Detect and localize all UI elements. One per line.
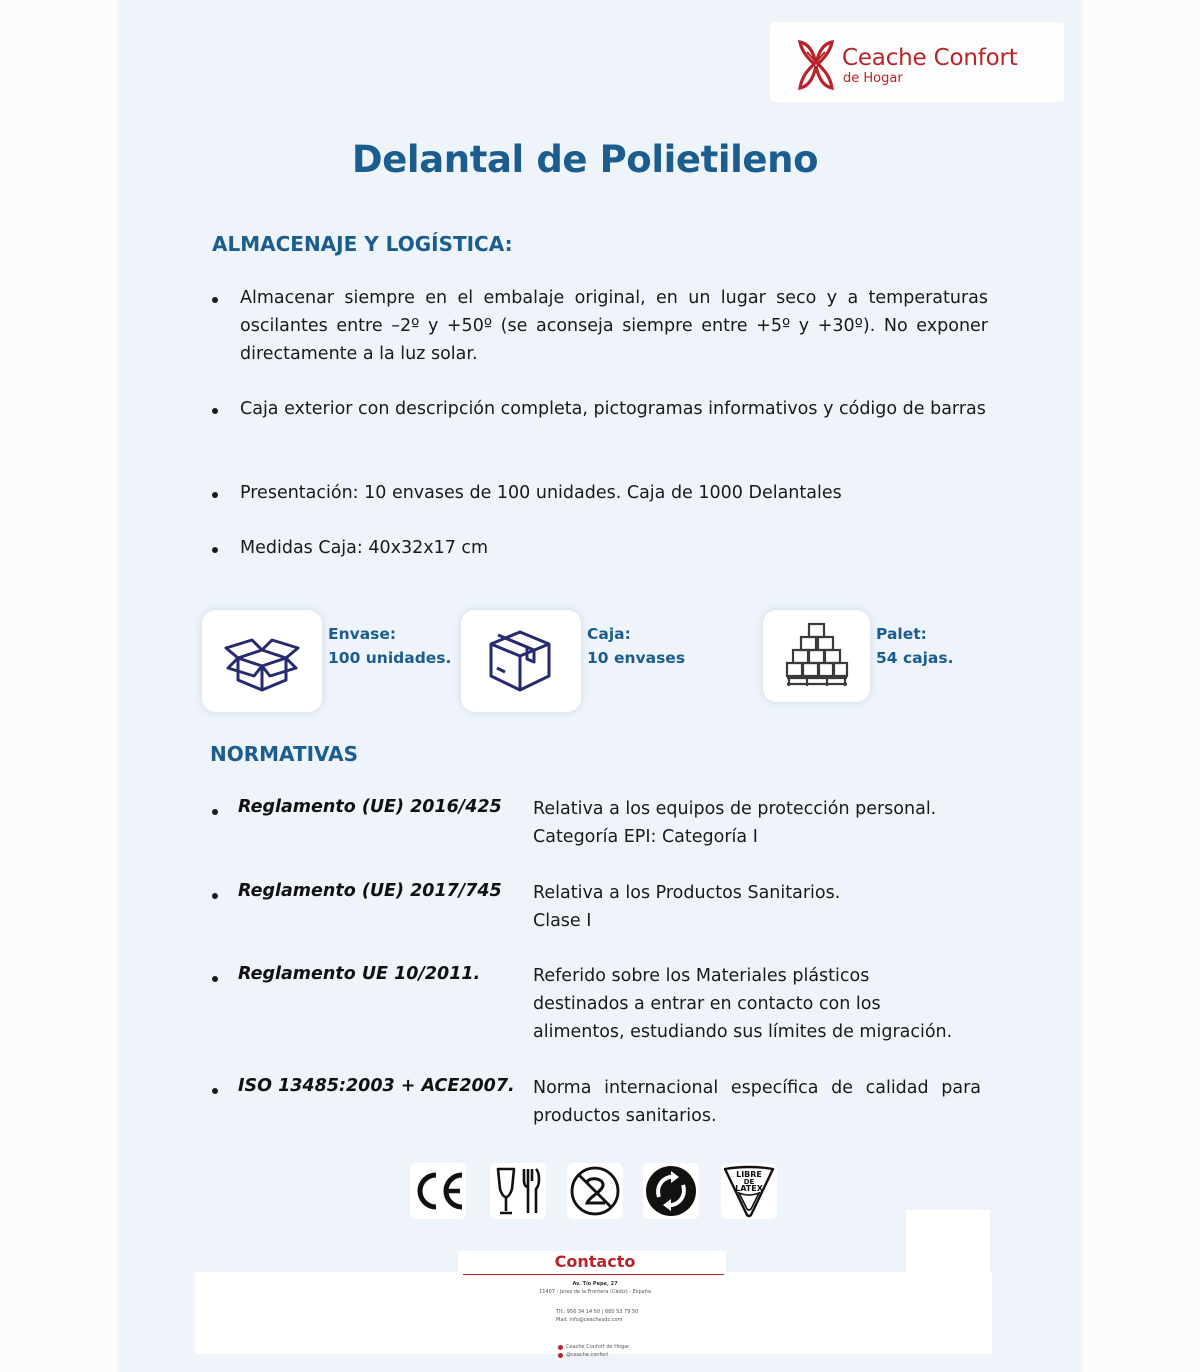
norm-desc-line: Relativa a los Productos Sanitarios. — [533, 883, 841, 903]
ce-mark-icon — [410, 1163, 466, 1219]
storage-heading: ALMACENAJE Y LOGÍSTICA: — [212, 232, 513, 256]
bullet-dot — [212, 408, 218, 414]
contact-divider — [463, 1274, 724, 1275]
bullet-dot — [212, 976, 218, 982]
storage-item-1: Almacenar siempre en el embalaje original, en un lugar seco y a temperaturas oscilantes entre –2º y +50º (se aconseja siempre entre +5º y +30º). No exponer directamente a la luz solar. — [240, 288, 988, 364]
pack-palet-value: 54 cajas. — [876, 649, 954, 667]
contact-phone: Tlf.: 956 34 14 50 | 680 53 79 50 — [556, 1309, 639, 1315]
facebook-icon — [558, 1345, 563, 1350]
contact-address-line-1: Av. Tío Pepe, 27 — [572, 1281, 618, 1287]
contact-title: Contacto — [554, 1252, 636, 1271]
pack-envase-value: 100 unidades. — [328, 649, 452, 667]
brand-subtitle: de Hogar — [843, 71, 903, 86]
norm-desc-line: alimentos, estudiando sus límites de migración. — [533, 1022, 953, 1042]
page-title: Delantal de Polietileno — [351, 138, 819, 181]
norm-desc-2 — [533, 879, 981, 935]
pack-card-caja — [461, 610, 581, 712]
closed-box-icon — [487, 628, 553, 694]
norm-desc-4: Norma internacional específica de calidad para productos sanitarios. — [533, 1078, 981, 1126]
food-contact-icon — [490, 1163, 546, 1219]
norm-desc-line: Categoría EPI: Categoría I — [533, 827, 758, 847]
bullet-dot — [212, 1088, 218, 1094]
pack-caja-label: Caja: — [587, 625, 631, 643]
pack-palet-label: Palet: — [876, 625, 927, 643]
pack-envase-label: Envase: — [328, 625, 397, 643]
open-box-icon — [224, 628, 300, 692]
norm-name-1: Reglamento (UE) 2016/425 — [238, 797, 502, 817]
instagram-icon — [558, 1353, 563, 1358]
norm-name-4: ISO 13485:2003 + ACE2007. — [238, 1076, 515, 1096]
brand-name: Ceache Confort — [842, 45, 1018, 71]
single-use-icon — [567, 1163, 623, 1219]
latex-free-icon — [721, 1163, 777, 1219]
contact-address-line-2: 11407 - Jerez de la Frontera (Cádiz) - España — [539, 1289, 651, 1295]
latex-text-2: DE — [743, 1178, 755, 1186]
norm-desc-3 — [533, 962, 981, 1046]
bullet-dot — [212, 297, 218, 303]
contact-mail: Mail: info@ceachesdc.com — [556, 1317, 623, 1323]
bullet-dot — [212, 492, 218, 498]
norm-desc-line: Clase I — [533, 911, 592, 931]
bullet-dot — [212, 547, 218, 553]
norm-desc-line: Relativa a los equipos de protección personal. — [533, 799, 937, 819]
latex-text-1: LIBRE — [736, 1170, 762, 1179]
brand-logo-icon — [796, 38, 836, 92]
norms-heading: NORMATIVAS — [210, 742, 359, 766]
contact-social-1: Ceache Confort de Hogar — [566, 1344, 630, 1350]
norm-desc-1 — [533, 795, 981, 851]
green-dot-icon — [643, 1163, 699, 1219]
norm-name-3: Reglamento UE 10/2011. — [238, 964, 481, 984]
norm-desc-line: destinados a entrar en contacto con los — [533, 994, 881, 1014]
contact-social-2: @ceache.confort — [566, 1352, 609, 1358]
norm-desc-line: Referido sobre los Materiales plásticos — [533, 966, 870, 986]
pack-caja-value: 10 envases — [587, 649, 686, 667]
brand-logo — [770, 22, 1064, 102]
storage-item-2: Caja exterior con descripción completa, pictogramas informativos y código de barras — [240, 399, 986, 419]
pack-card-palet — [763, 610, 870, 702]
bullet-dot — [212, 893, 218, 899]
latex-text-3: LATEX — [735, 1184, 763, 1193]
pack-card-envase — [202, 610, 322, 712]
footer-patch — [906, 1210, 990, 1280]
bullet-dot — [212, 809, 218, 815]
storage-item-3: Presentación: 10 envases de 100 unidades. Caja de 1000 Delantales — [240, 483, 842, 503]
pallet-icon — [785, 622, 849, 688]
storage-item-4: Medidas Caja: 40x32x17 cm — [240, 538, 489, 558]
norm-name-2: Reglamento (UE) 2017/745 — [238, 881, 502, 901]
